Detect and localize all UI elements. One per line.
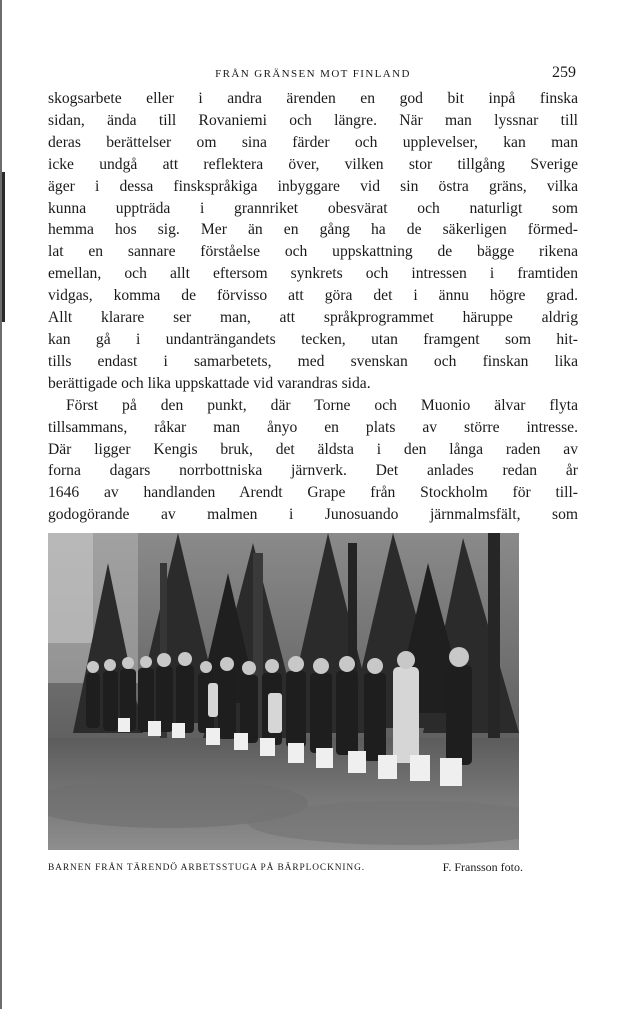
photo-children-berry-picking <box>48 533 519 850</box>
page-edge <box>0 0 2 1009</box>
text-line: emellan, och allt eftersom synkrets och intressen i framtiden <box>48 265 578 283</box>
photo-credit: F. Fransson foto. <box>442 860 523 874</box>
text-line: 1646 av handlanden Arendt Grape från Stockholm för till- <box>48 484 578 502</box>
text-line: kunna uppträda i grannriket obesvärat och naturligt som <box>48 199 578 217</box>
text-line: forna dagars norrbottniska järnverk. Det anlades redan år <box>48 462 578 480</box>
text-line: lat en sannare förståelse och uppskattning de bägge rikena <box>48 243 578 261</box>
text-line: äger i dessa finskspråkiga inbyggare vid sin östra gräns, vilka <box>48 177 578 195</box>
text-line: godogörande av malmen i Junosuando järnmalmsfält, som <box>48 506 578 524</box>
caption-text: BARNEN FRÅN TÄRENDÖ ARBETSSTUGA PÅ BÄRPLOCKNING. <box>48 863 366 873</box>
text-line: sidan, ända till Rovaniemi och längre. När man lyssnar till <box>48 111 578 129</box>
text-line: deras berättelser om sina färder och upplevelser, kan man <box>48 133 578 151</box>
running-head <box>48 64 578 86</box>
text-line: skogsarbete eller i andra ärenden en god bit inpå finska <box>48 90 578 107</box>
text-line: Där ligger Kengis bruk, det äldsta i den långa raden av <box>48 440 578 458</box>
page-number: 259 <box>552 64 576 81</box>
text-line: Först på den punkt, där Torne och Muonio älvar flyta <box>66 396 578 414</box>
text-line: kan gå i undanträngandets tecken, utan framgent som hit- <box>48 330 578 348</box>
text-line: hemma hos sig. Mer än en gång ha de säkerligen förmed- <box>48 221 578 239</box>
text-line: berättigade och lika uppskattade vid varandras sida. <box>48 374 371 392</box>
photo-caption <box>48 860 523 878</box>
text-line: tills endast i samarbetets, med svenskan och finskan lika <box>48 352 578 370</box>
text-line: tillsammans, råkar man ånyo en plats av större intresse. <box>48 418 578 436</box>
page-edge-mark <box>2 172 5 322</box>
text-line: Allt klarare ser man, att språkprogrammet häruppe aldrig <box>48 309 578 327</box>
text-line: vidgas, komma de förvisso att göra det i ännu högre grad. <box>48 287 578 305</box>
body-text <box>48 88 578 526</box>
running-title: FRÅN GRÄNSEN MOT FINLAND <box>215 68 411 80</box>
text-line: icke undgå att reflektera över, vilken stor tillgång Sverige <box>48 155 578 173</box>
